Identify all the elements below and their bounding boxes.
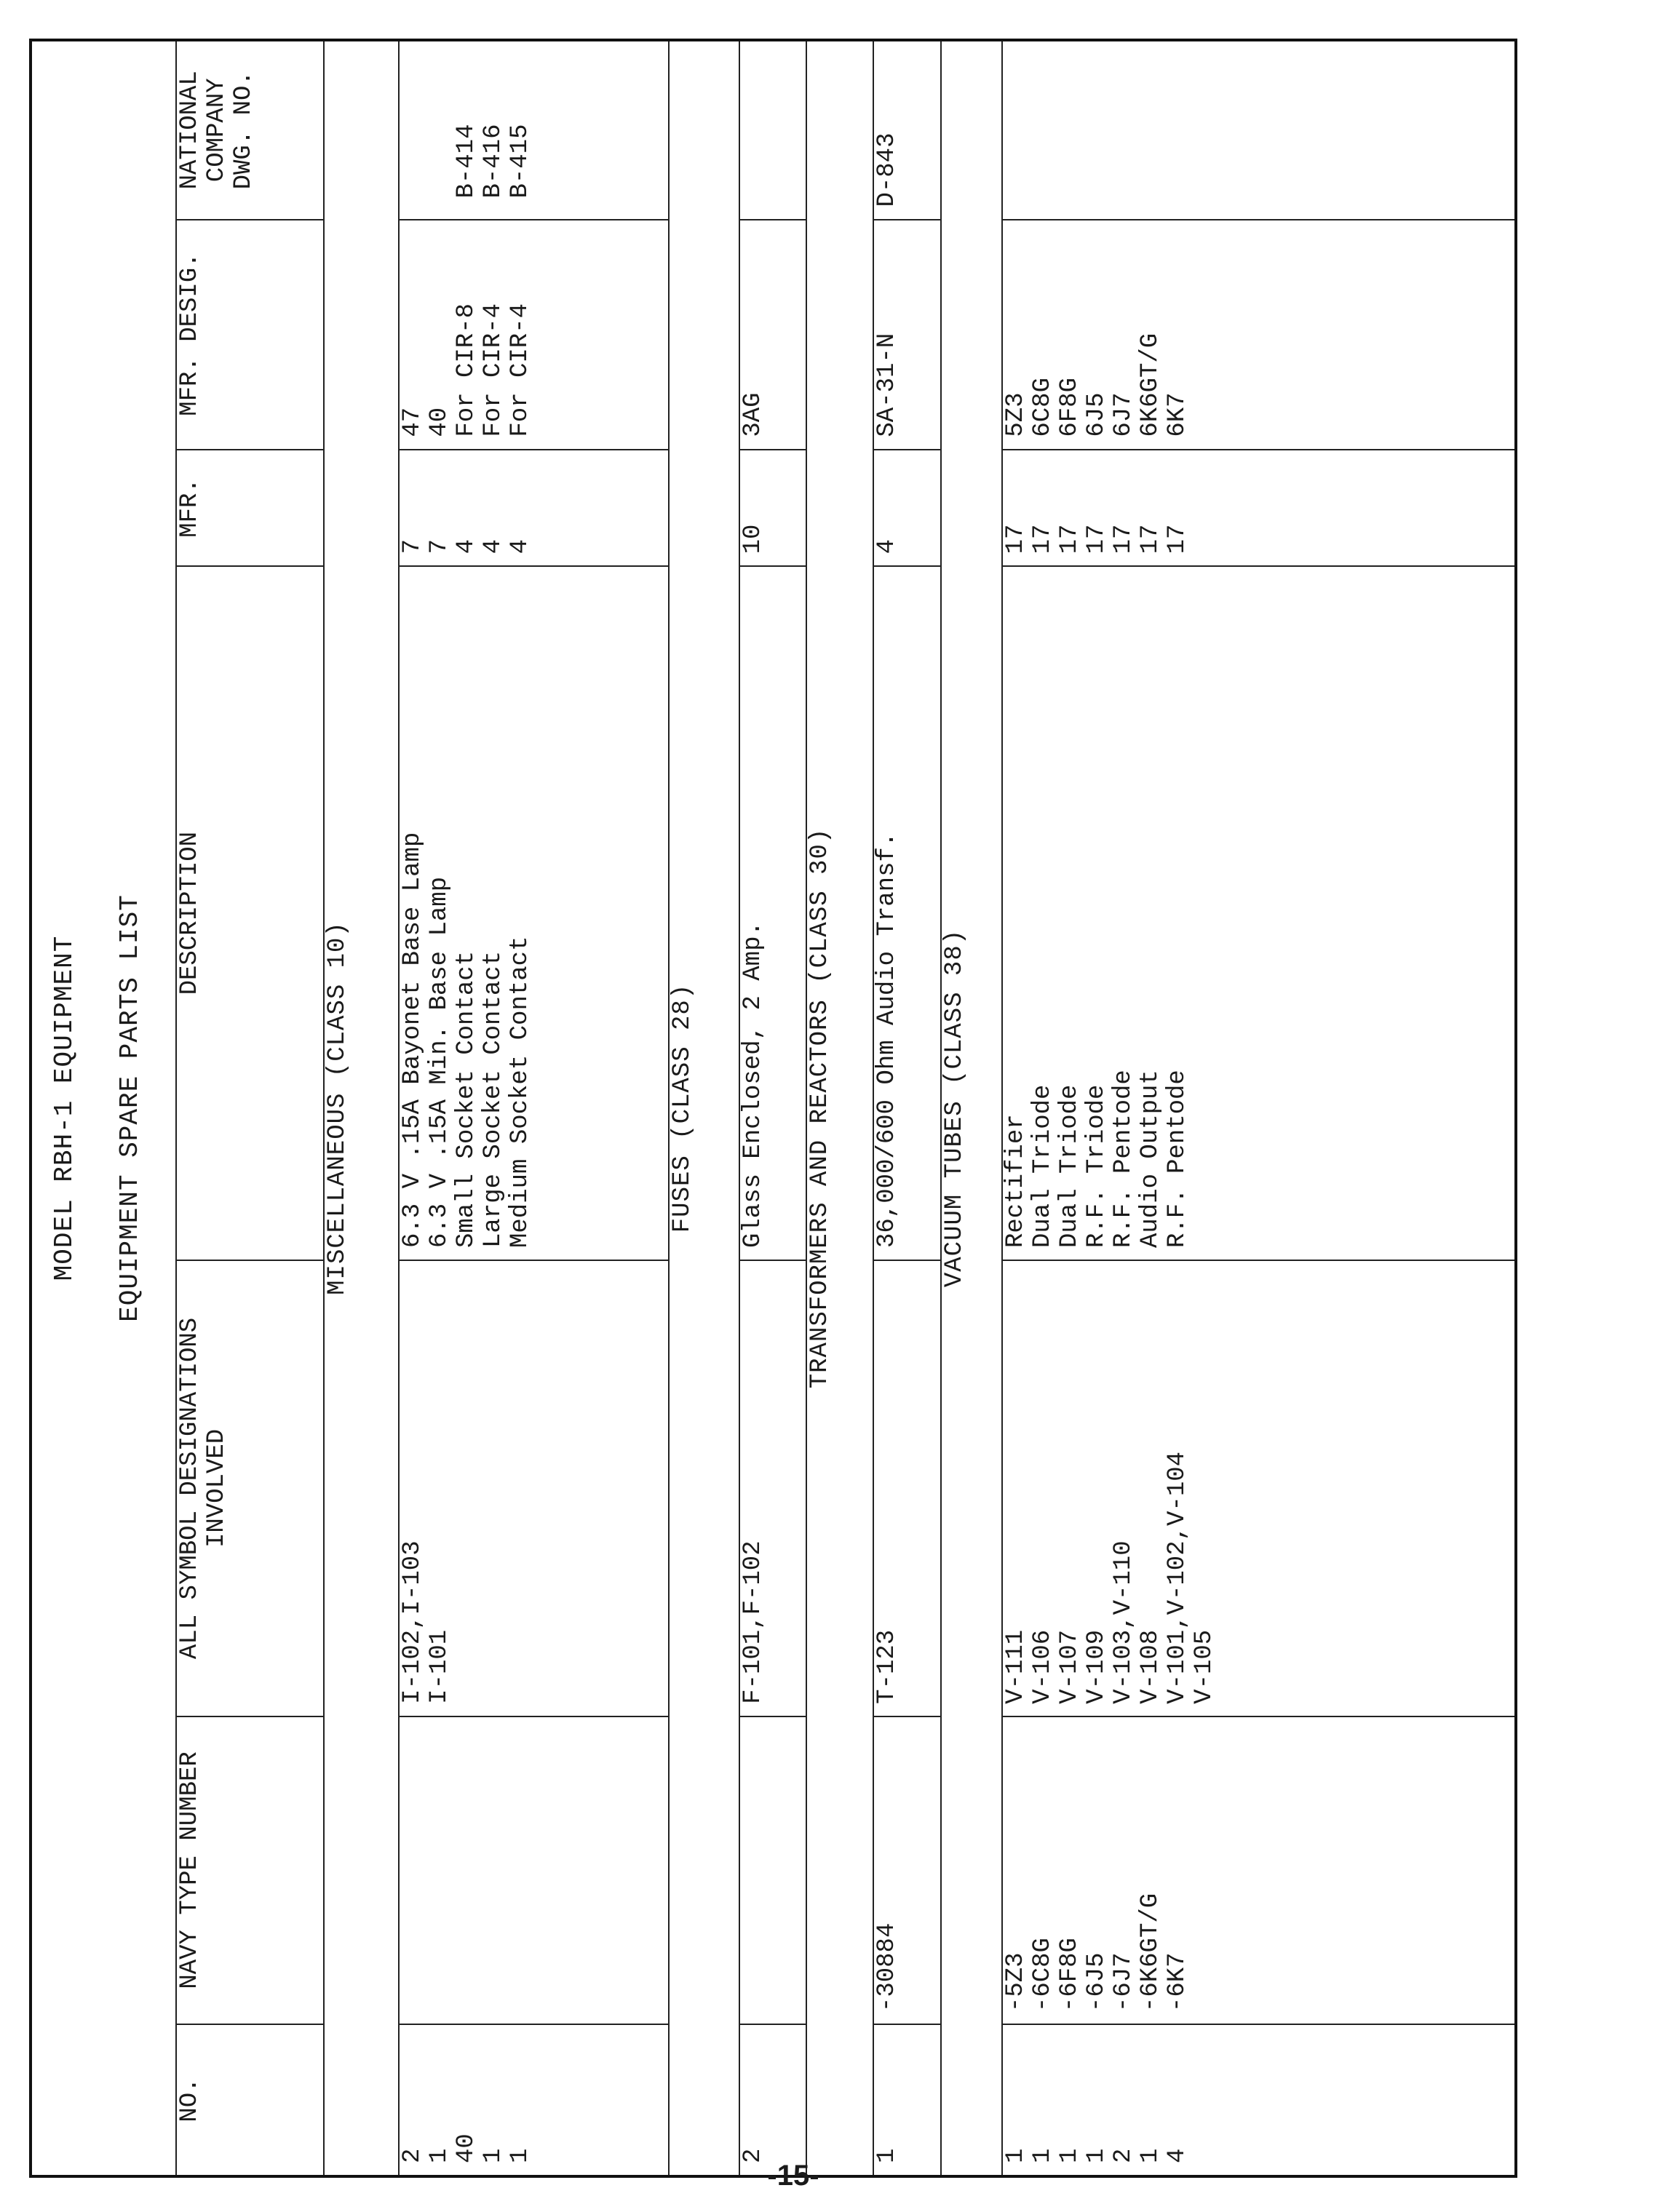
list-item xyxy=(426,53,453,199)
list-item: -6C8G xyxy=(1028,1938,1057,2013)
section-header-transformers: TRANSFORMERS AND REACTORS (CLASS 30) xyxy=(806,40,873,2176)
cell-symbols xyxy=(399,1260,669,1716)
list-item: 6C8G xyxy=(1028,378,1057,437)
column-header-mfr-desig: MFR. DESIG. xyxy=(176,220,324,450)
list-item: V-103,V-110 xyxy=(1109,1540,1137,1704)
list-item: Small Socket Contact xyxy=(452,950,480,1248)
list-item: 17 xyxy=(1028,524,1057,554)
table-row xyxy=(739,40,806,2176)
column-header-dwg-no: NATIONAL COMPANY DWG. NO. xyxy=(176,40,324,220)
list-item: B-415 xyxy=(506,124,534,199)
list-item: R.F. Pentode xyxy=(1109,1070,1137,1248)
list-item: V-109 xyxy=(1082,1629,1111,1704)
cell-no: 2 xyxy=(739,2024,806,2176)
list-item: 4 xyxy=(479,538,507,554)
cell-description: Glass Enclosed, 2 Amp. xyxy=(739,566,806,1260)
cell-mfr-desig: 3AG xyxy=(739,220,806,450)
list-item: -5Z3 xyxy=(1001,1952,1030,2013)
list-item: 1 xyxy=(1082,2148,1111,2163)
list-item: I-101 xyxy=(425,1629,453,1704)
list-item: 5Z3 xyxy=(1001,392,1030,437)
section-header-fuses: FUSES (CLASS 28) xyxy=(669,40,739,2176)
document-title: MODEL RBH-1 EQUIPMENT xyxy=(49,935,79,1281)
section-header-vacuum-tubes: VACUUM TUBES (CLASS 38) xyxy=(941,40,1002,2176)
list-item: 17 xyxy=(1001,524,1030,554)
list-item: 1 xyxy=(425,2148,453,2163)
list-item: Rectifier xyxy=(1001,1114,1030,1248)
cell-mfr-desig: SA-31-N xyxy=(873,220,940,450)
column-header-symbols: ALL SYMBOL DESIGNATIONS INVOLVED xyxy=(176,1260,324,1716)
cell-mfr-desig xyxy=(1002,220,1516,450)
list-item: Large Socket Contact xyxy=(479,950,507,1248)
cell-mfr-desig xyxy=(399,220,669,450)
list-item: V-111 xyxy=(1001,1629,1030,1704)
list-item: 47 xyxy=(398,407,426,437)
list-item: V-108 xyxy=(1136,1629,1164,1704)
list-item: 1 xyxy=(1055,2148,1084,2163)
cell-dwg-no xyxy=(399,40,669,220)
column-header-no: NO. xyxy=(176,2024,324,2176)
cell-mfr: 10 xyxy=(739,450,806,567)
list-item xyxy=(400,53,426,199)
cell-navy-type xyxy=(399,1716,669,2024)
list-item: 1 xyxy=(1136,2148,1164,2163)
list-item: Dual Triode xyxy=(1028,1084,1057,1248)
list-item: R.F. Triode xyxy=(1082,1084,1111,1248)
cell-description xyxy=(399,566,669,1260)
list-item: 17 xyxy=(1109,524,1137,554)
cell-no xyxy=(1002,2024,1516,2176)
cell-dwg-no xyxy=(739,40,806,220)
cell-symbols xyxy=(1002,1260,1516,1716)
list-item: 40 xyxy=(425,407,453,437)
list-item: 4 xyxy=(1163,2148,1191,2163)
list-item: 4 xyxy=(506,538,534,554)
cell-mfr: 4 xyxy=(873,450,940,567)
cell-navy-type: -30884 xyxy=(873,1716,940,2024)
table-row xyxy=(873,40,940,2176)
list-item: 17 xyxy=(1055,524,1084,554)
list-item: 6J7 xyxy=(1109,392,1137,437)
list-item: 4 xyxy=(452,538,480,554)
spare-parts-table xyxy=(29,39,1517,2178)
cell-no xyxy=(399,2024,669,2176)
list-item: -6K7 xyxy=(1163,1952,1191,2013)
cell-mfr xyxy=(399,450,669,567)
list-item: 1 xyxy=(1001,2148,1030,2163)
cell-no: 1 xyxy=(873,2024,940,2176)
list-item: 6J5 xyxy=(1082,392,1111,437)
list-item: 17 xyxy=(1082,524,1111,554)
cell-description: 36,000/600 Ohm Audio Transf. xyxy=(873,566,940,1260)
list-item: R.F. Pentode xyxy=(1163,1070,1191,1248)
page-number: -15- xyxy=(767,2160,819,2192)
document-title-block xyxy=(31,40,176,2176)
list-item: 6.3 V .15A Min. Base Lamp xyxy=(425,876,453,1248)
document-subtitle: EQUIPMENT SPARE PARTS LIST xyxy=(115,894,145,1322)
list-item: 1 xyxy=(506,2148,534,2163)
column-header-navy-type: NAVY TYPE NUMBER xyxy=(176,1716,324,2024)
spare-parts-sheet xyxy=(29,39,1517,2178)
list-item: 40 xyxy=(452,2133,480,2163)
list-item: Medium Socket Contact xyxy=(506,936,534,1248)
cell-dwg-no xyxy=(1002,40,1516,220)
list-item: V-105 xyxy=(1190,1629,1218,1704)
list-item: 6.3 V .15A Bayonet Base Lamp xyxy=(398,832,426,1248)
list-item: -6J7 xyxy=(1109,1952,1137,2013)
list-item: I-102,I-103 xyxy=(398,1540,426,1704)
list-item: Audio Output xyxy=(1136,1070,1164,1248)
list-item: 6F8G xyxy=(1055,378,1084,437)
list-item: 6K6GT/G xyxy=(1136,333,1164,437)
list-item: 6K7 xyxy=(1163,392,1191,437)
list-item: 2 xyxy=(398,2148,426,2163)
cell-description xyxy=(1002,566,1516,1260)
cell-mfr xyxy=(1002,450,1516,567)
list-item: For CIR-8 xyxy=(452,303,480,437)
list-item: For CIR-4 xyxy=(479,303,507,437)
table-row xyxy=(1002,40,1516,2176)
list-item: -6K6GT/G xyxy=(1136,1893,1164,2013)
list-item: V-107 xyxy=(1055,1629,1084,1704)
list-item: B-416 xyxy=(479,124,507,199)
list-item: 7 xyxy=(425,538,453,554)
list-item: 7 xyxy=(398,538,426,554)
cell-symbols: F-101,F-102 xyxy=(739,1260,806,1716)
list-item: 17 xyxy=(1136,524,1164,554)
cell-symbols: T-123 xyxy=(873,1260,940,1716)
list-item: Dual Triode xyxy=(1055,1084,1084,1248)
cell-dwg-no: D-843 xyxy=(873,40,940,220)
cell-navy-type xyxy=(739,1716,806,2024)
list-item: 17 xyxy=(1163,524,1191,554)
section-header-miscellaneous: MISCELLANEOUS (CLASS 10) xyxy=(324,40,399,2176)
column-header-description: DESCRIPTION xyxy=(176,566,324,1260)
list-item: B-414 xyxy=(452,124,480,199)
cell-navy-type xyxy=(1002,1716,1516,2024)
list-item: V-106 xyxy=(1028,1629,1057,1704)
column-header-mfr: MFR. xyxy=(176,450,324,567)
list-item: 1 xyxy=(1028,2148,1057,2163)
list-item: -6J5 xyxy=(1082,1952,1111,2013)
list-item: 1 xyxy=(479,2148,507,2163)
list-item: V-101,V-102,V-104 xyxy=(1163,1451,1191,1704)
table-row xyxy=(399,40,669,2176)
list-item: -6F8G xyxy=(1055,1938,1084,2013)
list-item: 2 xyxy=(1109,2148,1137,2163)
list-item: For CIR-4 xyxy=(506,303,534,437)
